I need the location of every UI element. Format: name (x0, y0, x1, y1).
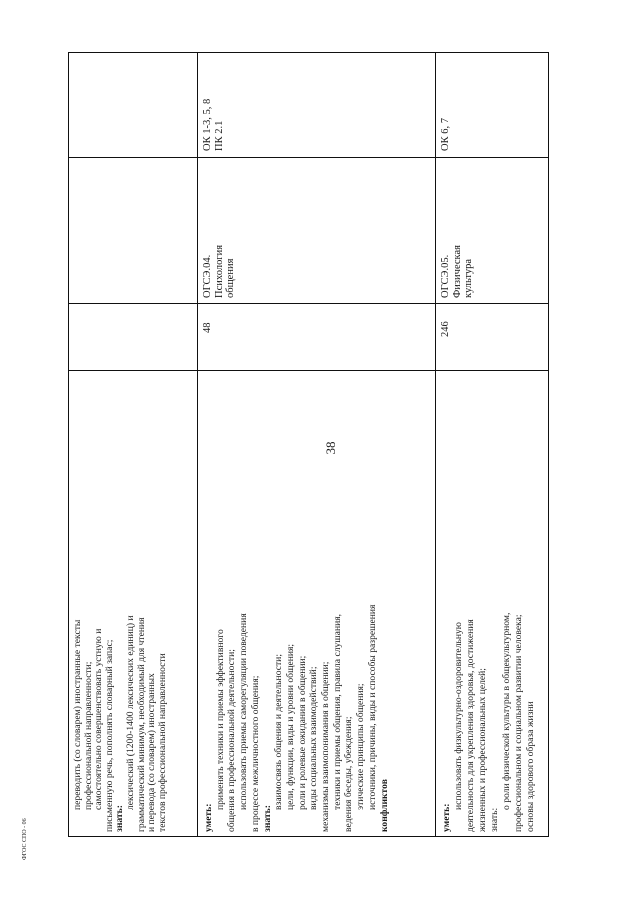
content-line: конфликтов (378, 779, 390, 832)
content-line: этические принципы общения; (355, 683, 367, 810)
discipline-name: Психология (213, 244, 225, 298)
col-separator-disc (68, 303, 549, 304)
content-line: знать: (489, 807, 500, 832)
content-line: лексический (1200-1400 лексических единиц) и (124, 615, 136, 810)
content-line: основы здорового образа жизни (525, 701, 536, 832)
discipline-name: Физическая (451, 245, 463, 298)
content-line: использовать физкультурно-оздоровительную (453, 622, 464, 810)
content-line: применять техники и приемы эффективного (214, 629, 226, 810)
content-line: профессиональной направленности; (82, 661, 94, 810)
competency-code: ПК 2.1 (213, 120, 225, 151)
row-3-content (441, 613, 537, 832)
content-line: текстов профессиональной направленности (156, 653, 168, 832)
row-2-content (203, 605, 390, 832)
content-line: знать: (261, 805, 273, 832)
row-1-content (73, 615, 168, 832)
content-line: цели, функции, виды и уровни общения; (284, 643, 296, 810)
row-3-hours: 246 (440, 321, 451, 337)
row-separator-1 (197, 52, 198, 837)
content-line: взаимосвязь общения и деятельности; (273, 654, 285, 810)
discipline-code: ОГСЭ.04. (202, 254, 213, 298)
col-separator-comp (68, 157, 549, 158)
content-line: механизмы взаимопонимания в общении; (320, 661, 332, 832)
discipline-name: общения (225, 258, 236, 298)
row-2-competencies (202, 99, 225, 151)
content-line: о роли физической культуры в общекультурном, (501, 612, 512, 810)
row-2-discipline (202, 245, 237, 298)
content-line: использовать приемы саморегуляции поведения (238, 613, 250, 810)
content-line: знать: (114, 805, 126, 832)
content-line: виды социальных взаимодействий; (308, 666, 320, 810)
content-line: деятельность для укрепления здоровья, достижения (465, 619, 476, 832)
content-line: уметь: (441, 803, 452, 832)
competency-code: ОК 1-3, 5, 8 (202, 98, 213, 151)
table-border-left (68, 52, 69, 837)
content-line: самостоятельно совершенствовать устную и (93, 628, 105, 810)
content-line: профессиональном и социальном развитии человека; (513, 614, 524, 832)
table-border-top (68, 52, 549, 53)
discipline-code: ОГСЭ.05. (440, 254, 451, 298)
row-3-competencies (440, 118, 452, 151)
competency-code: ОК 6, 7 (440, 118, 451, 151)
table-border-bottom (68, 836, 549, 837)
content-line: ведения беседы, убеждения; (343, 716, 355, 832)
footer-code: ФГОС СПО - 06 (22, 818, 28, 860)
content-line: техники и приемы общения, правила слушания, (331, 613, 343, 810)
content-line: грамматический минимум, необходимый для чтения (135, 617, 147, 832)
row-separator-2 (435, 52, 436, 837)
discipline-name: культура (463, 259, 474, 298)
row-2-hours: 48 (202, 322, 213, 333)
page-number: 38 (323, 441, 338, 455)
content-line: роли и ролевые ожидания в общении; (296, 655, 308, 810)
content-line: общения в профессиональной деятельности; (226, 649, 238, 832)
content-line: письменную речь, пополнять словарный запас; (103, 639, 115, 832)
content-line: источники, причины, виды и способы разрешения (366, 604, 378, 810)
table-border-right (548, 52, 549, 837)
row-3-discipline (440, 245, 475, 298)
content-line: жизненных и профессиональных целей; (477, 668, 488, 832)
content-line: и перевода (со словарем) иностранных (146, 673, 158, 832)
col-separator-hours (68, 370, 549, 371)
content-line: уметь: (203, 803, 214, 832)
content-line: переводить (со словарем) иностранные тексты (72, 619, 83, 810)
content-line: в процессе межличностного общения; (249, 675, 261, 832)
